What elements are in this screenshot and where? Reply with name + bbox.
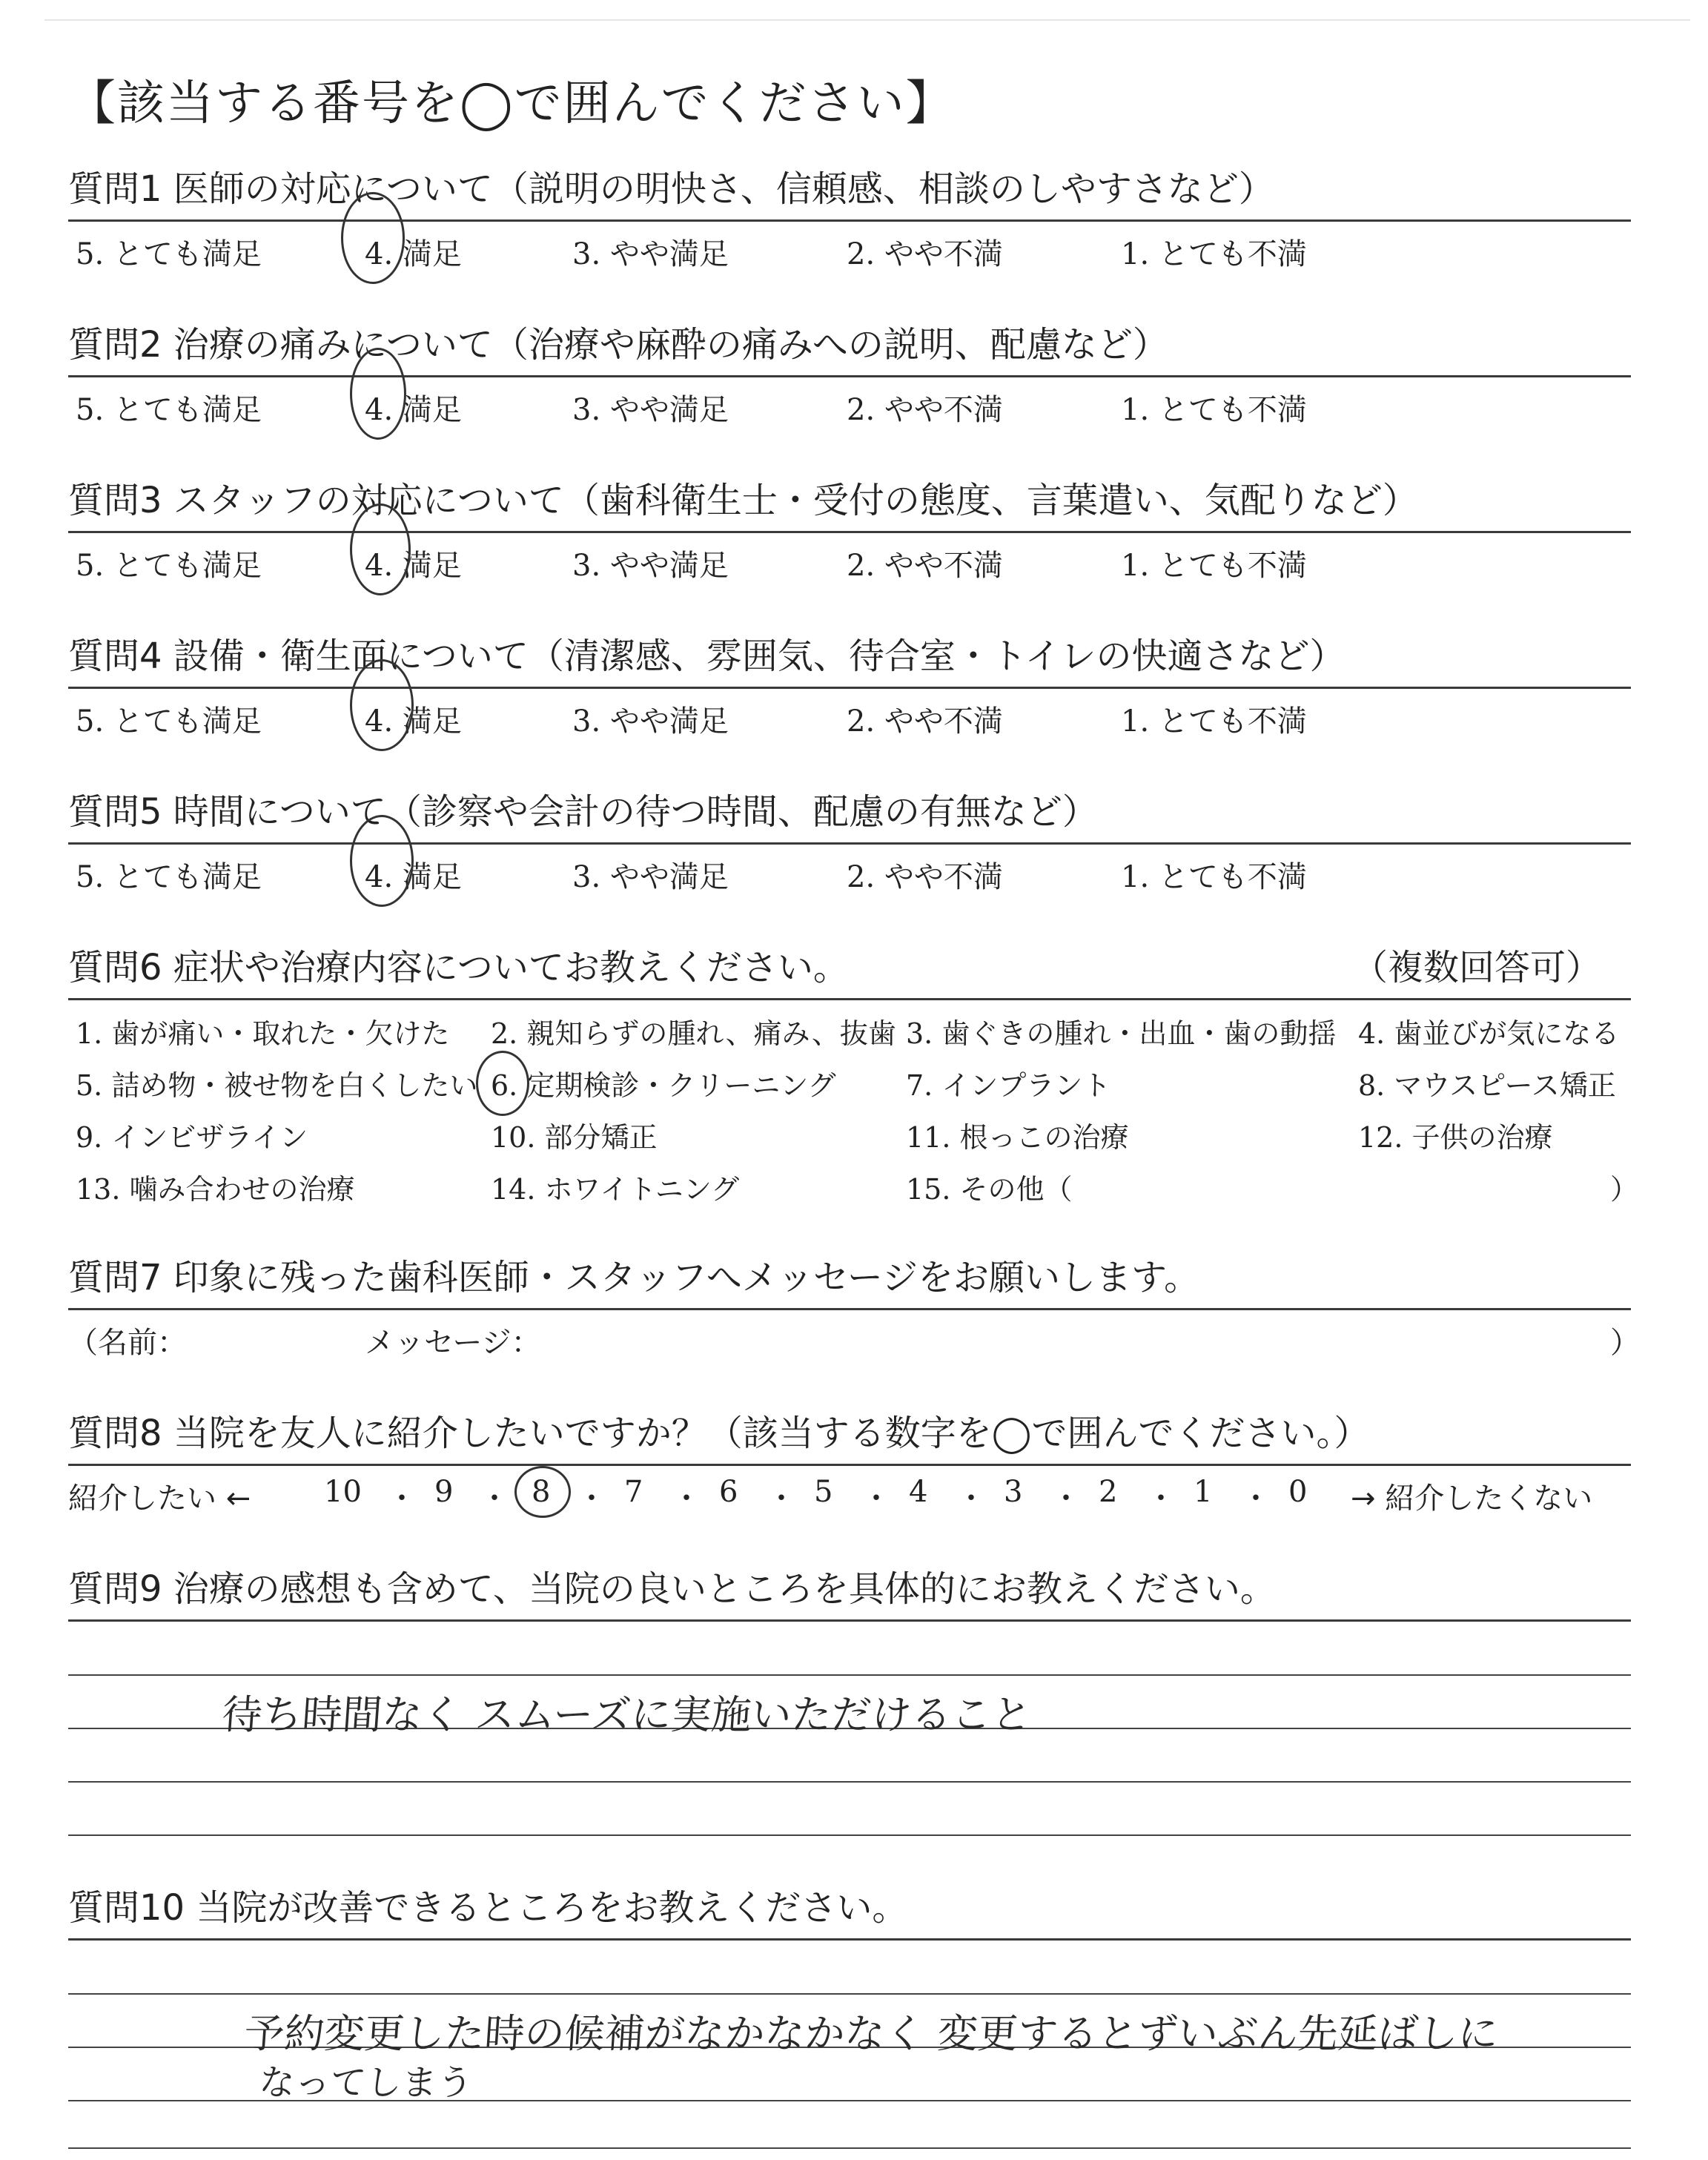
question-10-rule — [68, 1938, 1631, 1941]
question-9-rule — [68, 1619, 1631, 1622]
q10-handwritten-answer-line-1: 予約変更した時の候補がなかなかなく 変更するとずいぶん先延ばしに — [242, 2010, 1500, 2057]
symptom-option[interactable]: 13. 噛み合わせの治療 — [76, 1173, 355, 1206]
question-1-label: 質問1 医師の対応について（説明の明快さ、信頼感、相談のしやすさなど） — [68, 168, 1274, 210]
option-1[interactable]: 1. とても不満 — [1121, 860, 1307, 894]
question-2-label: 質問2 治療の痛みについて（治療や麻酔の痛みへの説明、配慮など） — [68, 324, 1168, 366]
scale-right-label: → 紹介したくない — [1351, 1482, 1593, 1516]
question-7 — [68, 1253, 1640, 1360]
question-9 — [68, 1565, 1631, 1622]
symptom-option[interactable]: 2. 親知らずの腫れ、痛み、抜歯 — [491, 1017, 896, 1050]
option-1[interactable]: 1. とても不満 — [1121, 393, 1307, 427]
option-5[interactable]: 5. とても満足 — [76, 393, 262, 427]
symptom-option[interactable]: 11. 根っこの治療 — [906, 1121, 1129, 1154]
multiple-answers-note: （複数回答可） — [1351, 947, 1601, 988]
answer-line — [68, 1834, 1631, 1836]
option-5[interactable]: 5. とても満足 — [76, 237, 262, 271]
scale-value[interactable]: 2 — [1099, 1475, 1118, 1509]
option-2[interactable]: 2. やや不満 — [847, 860, 1003, 894]
option-2[interactable]: 2. やや不満 — [847, 393, 1003, 427]
scale-value[interactable]: 6 — [719, 1475, 738, 1509]
scale-separator: ・ — [956, 1482, 986, 1516]
q9-handwritten-answer: 待ち時間なく スムーズに実施いただけること — [220, 1691, 1033, 1738]
option-4[interactable]: 4. 満足 — [365, 860, 462, 894]
selection-circle — [341, 192, 405, 284]
selection-circle — [476, 1051, 529, 1116]
scale-value[interactable]: 1 — [1194, 1475, 1213, 1509]
scale-value[interactable]: 9 — [434, 1475, 454, 1509]
scale-value[interactable]: 4 — [909, 1475, 928, 1509]
answer-line — [68, 2147, 1631, 2149]
scale-separator: ・ — [1051, 1482, 1081, 1516]
option-2[interactable]: 2. やや不満 — [847, 704, 1003, 739]
selection-circle — [350, 503, 411, 595]
option-5[interactable]: 5. とても満足 — [76, 860, 262, 894]
q10-handwritten-answer-line-2: なってしまう — [257, 2062, 474, 2104]
question-1-options — [68, 222, 1631, 271]
symptom-option[interactable]: 15. その他（ — [906, 1173, 1073, 1206]
referral-scale — [68, 1466, 1631, 1515]
question-10 — [68, 1883, 1631, 1941]
option-1[interactable]: 1. とても不満 — [1121, 549, 1307, 583]
question-5-options — [68, 845, 1631, 894]
scale-value[interactable]: 7 — [624, 1475, 643, 1509]
question-5 — [68, 787, 1631, 894]
selection-circle — [350, 815, 414, 907]
selection-circle — [514, 1466, 571, 1518]
symptom-option[interactable]: 3. 歯ぐきの腫れ・出血・歯の動揺 — [906, 1017, 1337, 1050]
page-title: 【該当する番号を◯で囲んでください】 — [68, 76, 955, 131]
scale-left-label: 紹介したい ← — [68, 1482, 251, 1516]
answer-line — [68, 1781, 1631, 1783]
option-4[interactable]: 4. 満足 — [365, 704, 462, 739]
option-5[interactable]: 5. とても満足 — [76, 704, 262, 739]
question-2-options — [68, 377, 1631, 426]
option-1[interactable]: 1. とても不満 — [1121, 237, 1307, 271]
scale-value[interactable]: 10 — [324, 1475, 362, 1509]
symptom-option[interactable]: 10. 部分矯正 — [491, 1121, 658, 1154]
symptom-option[interactable]: 4. 歯並びが気になる — [1358, 1017, 1620, 1050]
option-3[interactable]: 3. やや満足 — [572, 860, 729, 894]
scale-value[interactable]: 0 — [1288, 1475, 1308, 1509]
question-1 — [68, 165, 1631, 271]
scale-value[interactable]: 5 — [814, 1475, 833, 1509]
symptom-option[interactable]: 7. インプラント — [906, 1069, 1111, 1102]
scale-separator: ・ — [577, 1482, 606, 1516]
question-5-label: 質問5 時間について（診察や会計の待つ時間、配慮の有無など） — [68, 791, 1098, 833]
message-label[interactable]: メッセージ： — [365, 1326, 541, 1360]
symptom-option[interactable]: 14. ホワイトニング — [491, 1173, 740, 1206]
question-9-label: 質問9 治療の感想も含めて、当院の良いところを具体的にお教えください。 — [68, 1568, 1276, 1610]
scale-separator: ・ — [480, 1482, 509, 1516]
question-2 — [68, 320, 1631, 426]
symptom-option[interactable]: 8. マウスピース矯正 — [1358, 1069, 1616, 1102]
selection-circle — [350, 659, 414, 751]
question-8-label: 質問8 当院を友人に紹介したいですか？（該当する数字を◯で囲んでください。） — [68, 1413, 1370, 1454]
question-4-options — [68, 689, 1631, 738]
option-4[interactable]: 4. 満足 — [365, 549, 462, 583]
symptom-option[interactable]: 1. 歯が痛い・取れた・欠けた — [76, 1017, 450, 1050]
scale-value[interactable]: 3 — [1004, 1475, 1023, 1509]
option-3[interactable]: 3. やや満足 — [572, 704, 729, 739]
question-3-options — [68, 533, 1631, 582]
option-2[interactable]: 2. やや不満 — [847, 237, 1003, 271]
symptom-option[interactable]: 9. インビザライン — [76, 1121, 308, 1154]
question-6 — [68, 943, 1639, 1215]
option-3[interactable]: 3. やや満足 — [572, 393, 729, 427]
symptom-option[interactable]: 6. 定期検診・クリーニング — [491, 1069, 836, 1102]
answer-line — [68, 1993, 1631, 1995]
symptom-option[interactable]: 12. 子供の治療 — [1358, 1121, 1553, 1154]
scale-separator: ・ — [672, 1482, 701, 1516]
question-6-header — [68, 943, 1631, 992]
scale-separator: ・ — [767, 1482, 796, 1516]
scale-separator: ・ — [861, 1482, 891, 1516]
symptom-option[interactable]: 5. 詰め物・被せ物を白くしたい — [76, 1069, 478, 1102]
scale-separator: ・ — [1241, 1482, 1271, 1516]
question-4 — [68, 632, 1631, 738]
scale-separator: ・ — [387, 1482, 417, 1516]
message-close-paren: ） — [1610, 1326, 1640, 1360]
question-10-label: 質問10 当院が改善できるところをお教えください。 — [68, 1887, 908, 1929]
question-6-label: 質問6 症状や治療内容についてお教えください。 — [68, 947, 849, 988]
answer-line — [68, 1674, 1631, 1676]
name-label: （名前： — [68, 1326, 187, 1360]
question-6-options — [68, 1000, 1639, 1215]
question-4-label: 質問4 設備・衛生面について（清潔感、雰囲気、待合室・トイレの快適さなど） — [68, 635, 1345, 677]
option-3[interactable]: 3. やや満足 — [572, 237, 729, 271]
question-3-label: 質問3 スタッフの対応について（歯科衛生士・受付の態度、言葉遣い、気配りなど） — [68, 480, 1418, 521]
option-4[interactable]: 4. 満足 — [365, 237, 462, 271]
option-3[interactable]: 3. やや満足 — [572, 549, 729, 583]
other-close-paren: ） — [1610, 1173, 1639, 1206]
option-1[interactable]: 1. とても不満 — [1121, 704, 1307, 739]
scale-value[interactable]: 8 — [532, 1475, 551, 1509]
question-3 — [68, 476, 1631, 582]
scale-separator: ・ — [1146, 1482, 1176, 1516]
question-7-label: 質問7 印象に残った歯科医師・スタッフへメッセージをお願いします。 — [68, 1257, 1200, 1298]
top-rule — [44, 19, 1690, 21]
selection-circle — [350, 348, 406, 440]
question-8 — [68, 1409, 1631, 1515]
question-7-fields — [68, 1310, 1640, 1360]
option-4[interactable]: 4. 満足 — [365, 393, 462, 427]
option-2[interactable]: 2. やや不満 — [847, 549, 1003, 583]
option-5[interactable]: 5. とても満足 — [76, 549, 262, 583]
